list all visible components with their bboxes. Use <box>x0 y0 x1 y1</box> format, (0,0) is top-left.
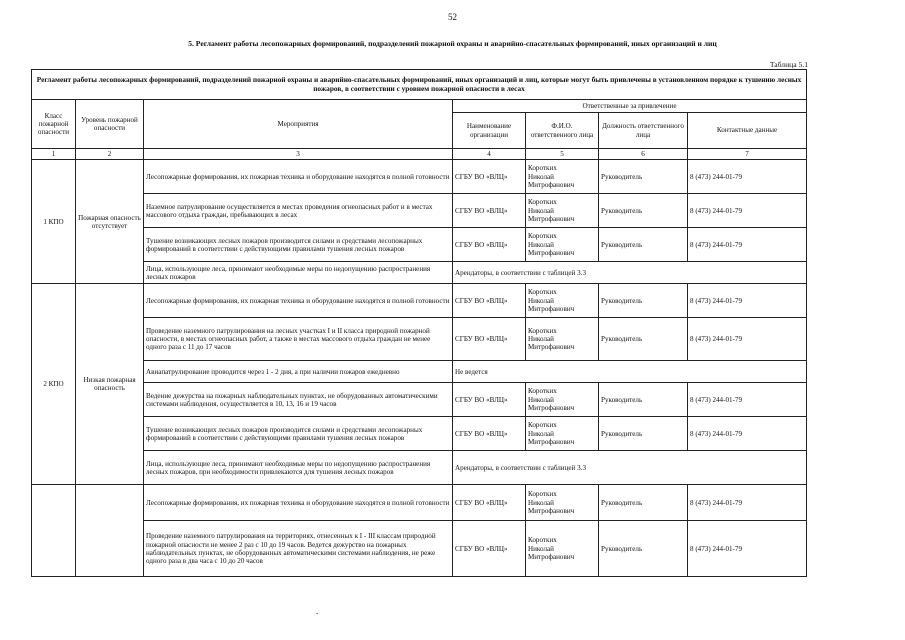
col-number: 3 <box>144 149 453 160</box>
cell-fio: Коротких Николай Митрофанович <box>526 485 599 521</box>
cell-fio: Коротких Николай Митрофанович <box>526 284 599 318</box>
header-contacts: Контактные данные <box>688 113 807 149</box>
cell-position: Руководитель <box>599 383 688 417</box>
cell-org: СГБУ ВО «ВЛЦ» <box>453 521 526 577</box>
cell-responsible-span: Арендаторы, в соответствии с таблицей 3.3 <box>453 451 807 485</box>
cell-responsible-span: Не ведется <box>453 361 807 383</box>
table-row <box>32 383 807 417</box>
cell-contact: 8 (473) 244-01-79 <box>688 160 807 194</box>
footer-mark: . <box>316 606 319 616</box>
col-number: 6 <box>599 149 688 160</box>
cell-measure: Тушение возникающих лесных пожаров производится силами и средствами лесопожарных формирований в соответствии с действующими правилами тушения лесных пожаров <box>144 417 453 451</box>
cell-contact: 8 (473) 244-01-79 <box>688 284 807 318</box>
header-position: Должность ответственного лица <box>599 113 688 149</box>
cell-contact: 8 (473) 244-01-79 <box>688 318 807 361</box>
regulation-table <box>31 69 807 577</box>
cell-position: Руководитель <box>599 228 688 262</box>
cell-position: Руководитель <box>599 194 688 228</box>
cell-class: 1 КПО <box>32 160 76 284</box>
col-number: 1 <box>32 149 76 160</box>
header-responsible: Ответственные за привлечение <box>453 100 807 113</box>
cell-measure: Лесопожарные формирования, их пожарная техника и оборудование находятся в полной готовности <box>144 485 453 521</box>
cell-position: Руководитель <box>599 160 688 194</box>
cell-level: Пожарная опасность отсутствует <box>76 160 144 284</box>
cell-fio: Коротких Николай Митрофанович <box>526 521 599 577</box>
table-row <box>32 521 807 577</box>
cell-level: Низкая пожарная опасность <box>76 284 144 485</box>
cell-measure: Тушение возникающих лесных пожаров производится силами и средствами лесопожарных формирований в соответствии с действующими правилами тушения лесных пожаров <box>144 228 453 262</box>
cell-position: Руководитель <box>599 485 688 521</box>
cell-fio: Коротких Николай Митрофанович <box>526 194 599 228</box>
col-number: 2 <box>76 149 144 160</box>
col-number: 5 <box>526 149 599 160</box>
cell-org: СГБУ ВО «ВЛЦ» <box>453 383 526 417</box>
cell-measure: Авиапатрулирование проводится через 1 - 2 дня, а при наличии пожаров ежедневно <box>144 361 453 383</box>
cell-level <box>76 485 144 577</box>
page-number: 52 <box>448 12 457 22</box>
cell-contact: 8 (473) 244-01-79 <box>688 521 807 577</box>
cell-responsible-span: Арендаторы, в соответствии с таблицей 3.3 <box>453 262 807 284</box>
cell-contact: 8 (473) 244-01-79 <box>688 485 807 521</box>
cell-org: СГБУ ВО «ВЛЦ» <box>453 318 526 361</box>
cell-contact: 8 (473) 244-01-79 <box>688 383 807 417</box>
cell-fio: Коротких Николай Митрофанович <box>526 160 599 194</box>
cell-position: Руководитель <box>599 284 688 318</box>
header-class: Класс пожарной опасности <box>32 100 76 149</box>
cell-org: СГБУ ВО «ВЛЦ» <box>453 194 526 228</box>
cell-measure: Наземное патрулирование осуществляется в местах проведения огнеопасных работ и в местах массового отдыха граждан, пребывающих в лесах <box>144 194 453 228</box>
table-row <box>32 284 807 318</box>
table-row <box>32 228 807 262</box>
table-row <box>32 160 807 194</box>
table-row <box>32 194 807 228</box>
header-measures: Мероприятия <box>144 100 453 149</box>
table-row <box>32 485 807 521</box>
cell-org: СГБУ ВО «ВЛЦ» <box>453 485 526 521</box>
cell-measure: Лица, использующие леса, принимают необходимые меры по недопущению распространения лесных пожаров, при необходимости привлекаются для тушения лесных пожаров <box>144 451 453 485</box>
cell-contact: 8 (473) 244-01-79 <box>688 228 807 262</box>
col-number: 7 <box>688 149 807 160</box>
cell-position: Руководитель <box>599 521 688 577</box>
header-fio: Ф.И.О. ответственного лица <box>526 113 599 149</box>
cell-contact: 8 (473) 244-01-79 <box>688 194 807 228</box>
cell-class <box>32 485 76 577</box>
cell-org: СГБУ ВО «ВЛЦ» <box>453 160 526 194</box>
cell-measure: Проведение наземного патрулирования на территориях, отнесенных к I - III классам природной пожарной опасности не менее 2 раз с 10 до 19 часов. Ведется дежурство на пожарных наблюдательных пунктах, не оборудованных автоматическими системами наблюдения, не реже одного раза в два часа с 10 до 20 часов <box>144 521 453 577</box>
cell-measure: Лесопожарные формирования, их пожарная техника и оборудование находятся в полной готовности <box>144 284 453 318</box>
cell-org: СГБУ ВО «ВЛЦ» <box>453 228 526 262</box>
cell-contact: 8 (473) 244-01-79 <box>688 417 807 451</box>
cell-fio: Коротких Николай Митрофанович <box>526 383 599 417</box>
cell-org: СГБУ ВО «ВЛЦ» <box>453 284 526 318</box>
cell-position: Руководитель <box>599 417 688 451</box>
cell-measure: Проведение наземного патрулирования на лесных участках I и II класса природной пожарной опасности, в местах огнеопасных работ, а также в местах массового отдыха граждан не менее одного раза с 11 до 17 часов <box>144 318 453 361</box>
table-row <box>32 262 807 284</box>
section-heading: 5. Регламент работы лесопожарных формирований, подразделений пожарной охраны и аварийно-спасательных формирований, иных организаций и лиц <box>188 39 717 48</box>
cell-org: СГБУ ВО «ВЛЦ» <box>453 417 526 451</box>
cell-fio: Коротких Николай Митрофанович <box>526 228 599 262</box>
cell-position: Руководитель <box>599 318 688 361</box>
table-row <box>32 318 807 361</box>
table-number: Таблица 5.1 <box>769 60 808 69</box>
table-caption: Регламент работы лесопожарных формирований, подразделений пожарной охраны и аварийно-спасательных формирований, иных организаций и лиц, которые могут быть привлечены в установленном порядке к тушению лесных пожаров, в соответствии с уровнем пожарной опасности в лесах <box>32 70 807 100</box>
table-row <box>32 361 807 383</box>
cell-class: 2 КПО <box>32 284 76 485</box>
header-level: Уровень пожарной опасности <box>76 100 144 149</box>
cell-measure: Лесопожарные формирования, их пожарная техника и оборудование находятся в полной готовности <box>144 160 453 194</box>
header-org: Наименование организации <box>453 113 526 149</box>
col-number: 4 <box>453 149 526 160</box>
cell-measure: Лица, использующие леса, принимают необходимые меры по недопущению распространения лесных пожаров <box>144 262 453 284</box>
cell-measure: Ведение дежурства на пожарных наблюдательных пунктах, не оборудованных автоматическими системами наблюдения, осуществляется в 10, 13, 16 и 19 часов <box>144 383 453 417</box>
cell-fio: Коротких Николай Митрофанович <box>526 318 599 361</box>
table-row <box>32 417 807 451</box>
table-row <box>32 451 807 485</box>
cell-fio: Коротких Николай Митрофанович <box>526 417 599 451</box>
